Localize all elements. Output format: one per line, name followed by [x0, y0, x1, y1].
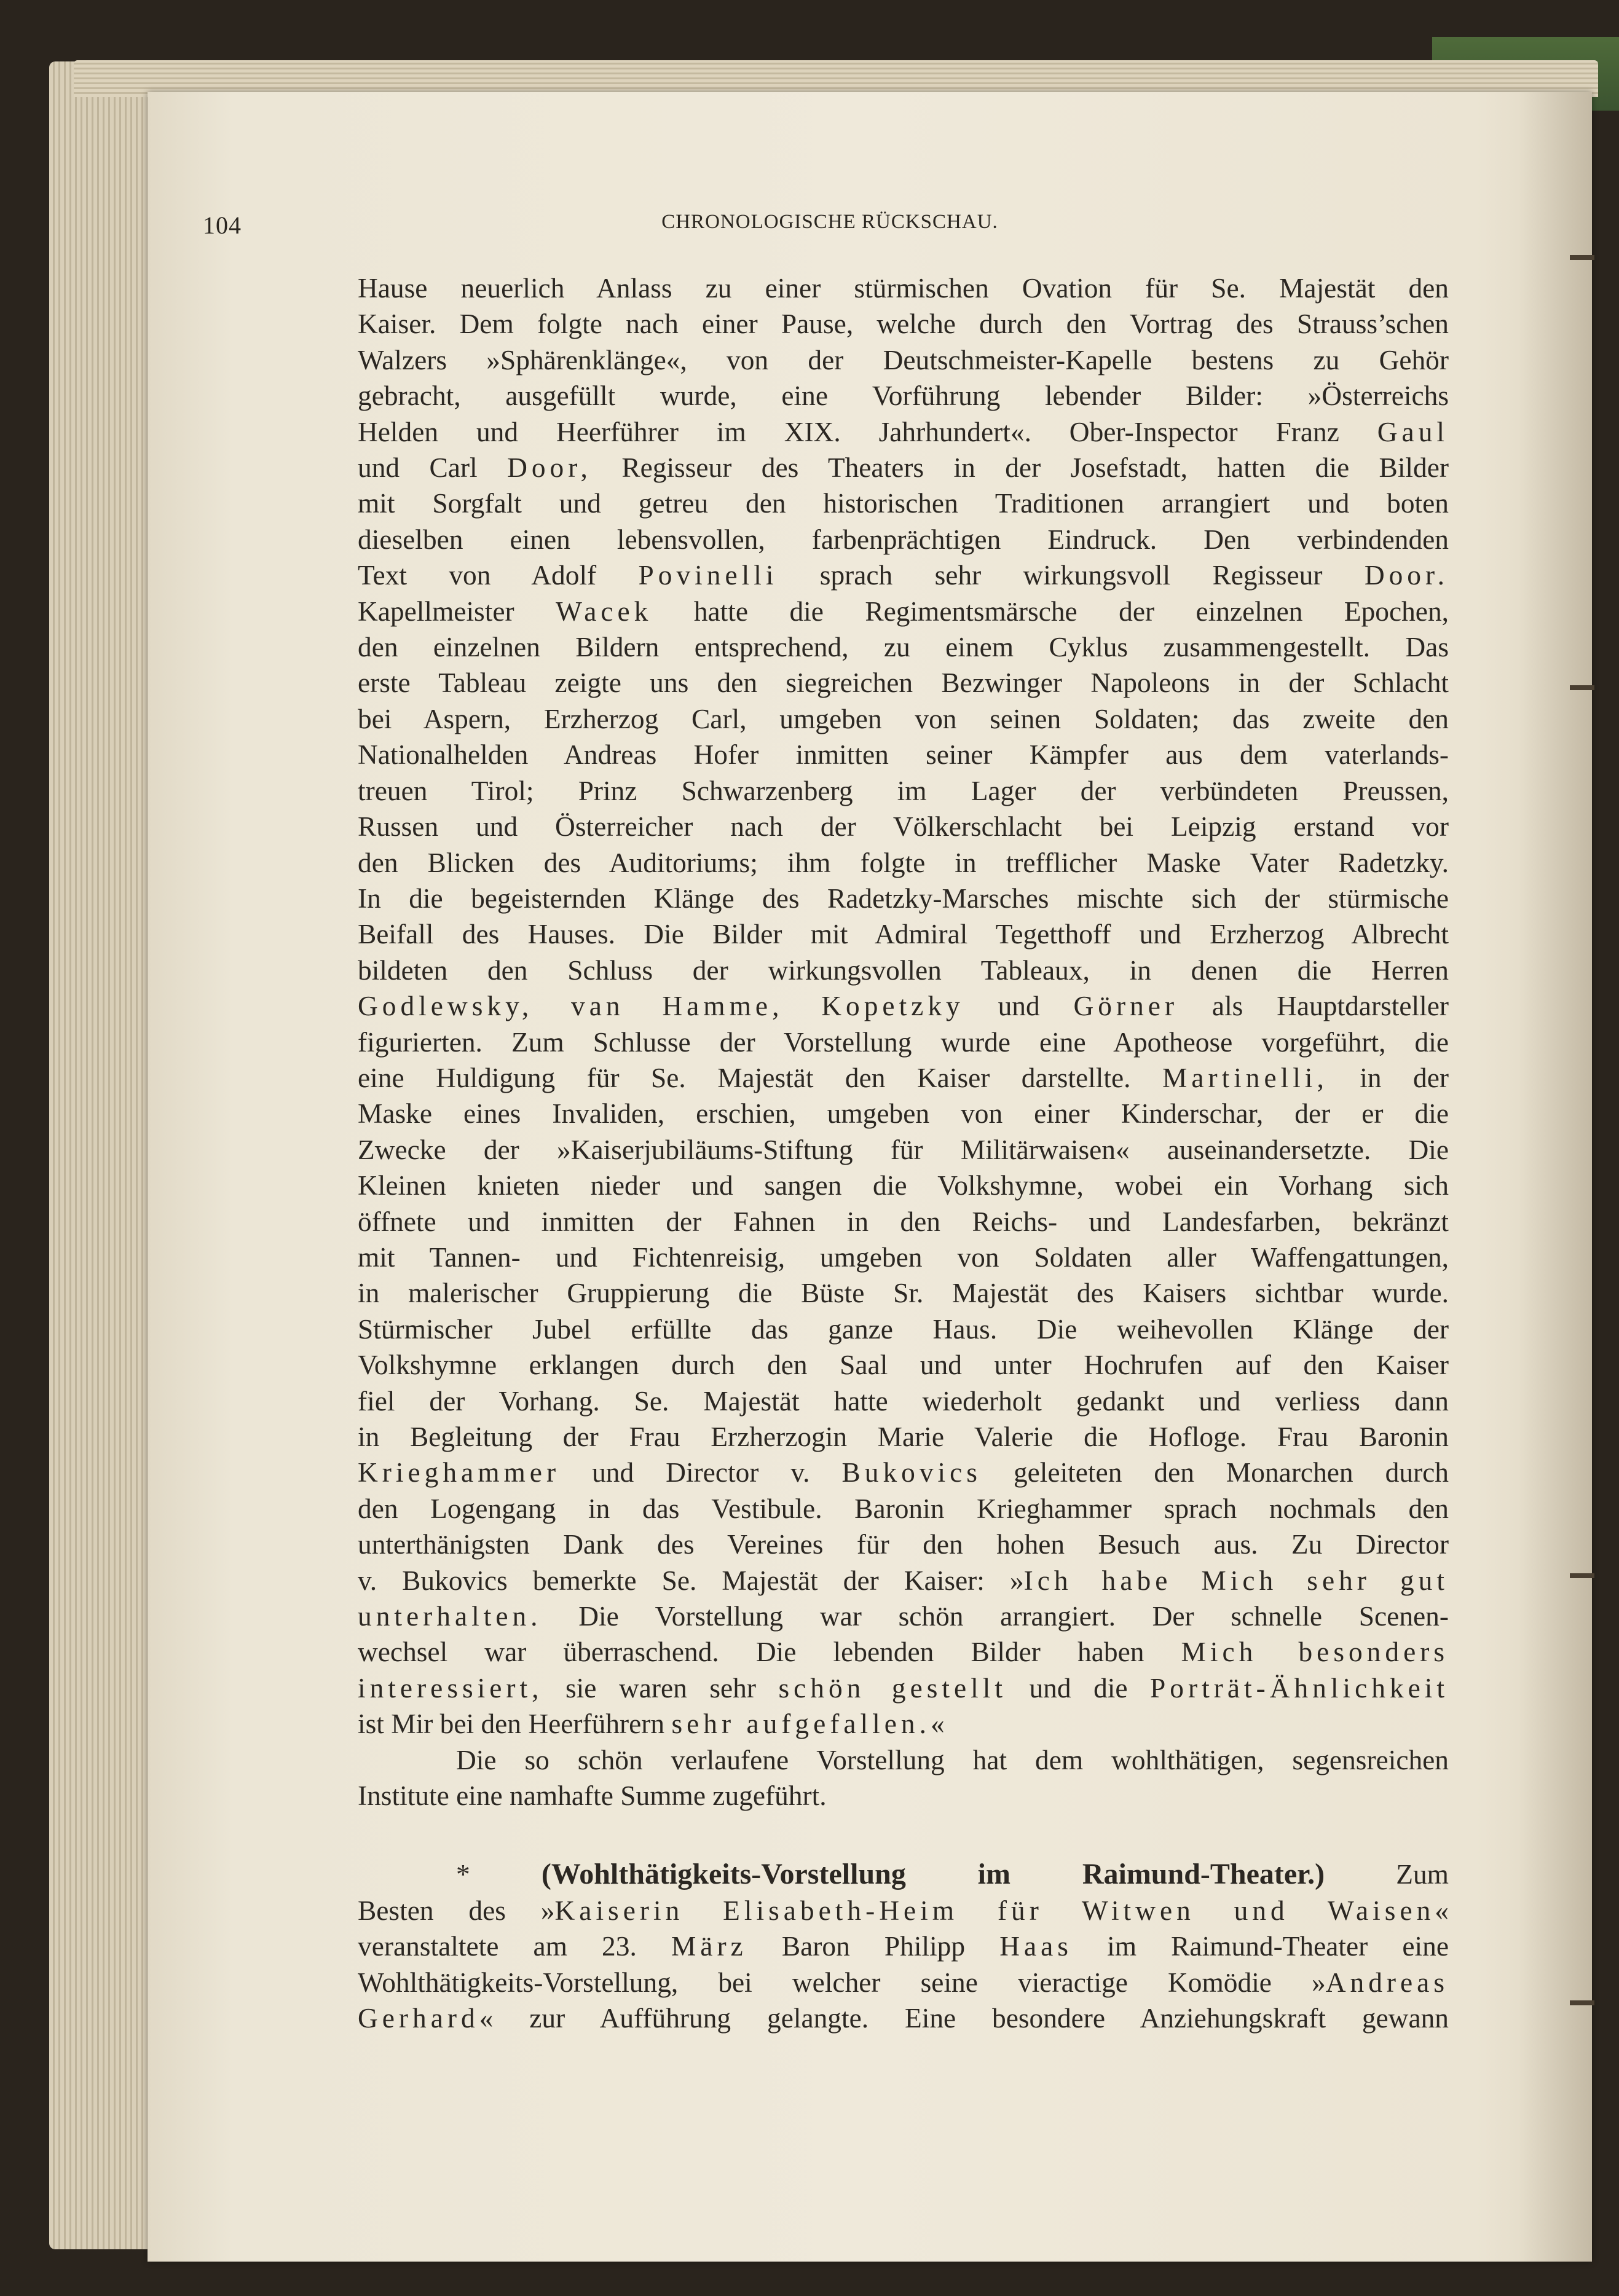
text-run: in der	[1360, 1062, 1449, 1093]
section-heading: (Wohlthätigkeits-Vorstellung im Raimund-Theater.)	[541, 1858, 1325, 1891]
text-run: «	[930, 1708, 945, 1740]
spaced-quote: unterhalten.	[358, 1601, 542, 1632]
text-line: in malerischer Gruppierung die Büste Sr. Majestät des Kaisers sichtbar wurde.	[358, 1278, 1449, 1309]
text-line: Die so schön verlaufene Vorstellung hat dem wohlthätigen, segensreichen	[456, 1744, 1449, 1775]
text-run: Regisseur des Theaters in der Josefstadt, hatten die Bilder	[621, 452, 1449, 484]
text-run: Text von Adolf	[358, 560, 597, 591]
spaced-name: Gaul	[1377, 416, 1449, 447]
text-run: Zum	[1396, 1859, 1449, 1890]
text-line: figurierten. Zum Schlusse der Vorstellung wurde eine Apotheose vorgeführt, die	[358, 1026, 1449, 1058]
text-line	[358, 988, 1449, 1024]
spaced-name: Bukovics	[841, 1457, 982, 1488]
text-run: Helden und Heerführer im XIX. Jahrhundert«. Ober-Inspector Franz	[358, 416, 1339, 447]
page-header	[203, 211, 1457, 248]
text-line: Zwecke der »Kaiserjubiläums-Stiftung für Militärwaisen« auseinandersetzte. Die	[358, 1134, 1449, 1165]
binding-thread-mark	[1570, 255, 1594, 260]
text-line	[358, 1634, 1449, 1670]
text-line	[358, 450, 1449, 486]
text-run: im Raimund-Theater eine	[1107, 1931, 1449, 1962]
text-line: in Begleitung der Frau Erzherzogin Marie Valerie die Hofloge. Frau Baronin	[358, 1421, 1449, 1452]
text-line	[358, 1563, 1449, 1598]
section-heading-line	[358, 1857, 1449, 1892]
text-run: sie waren sehr	[565, 1672, 756, 1704]
spaced-name: März	[671, 1931, 747, 1962]
spaced-name: Gerhard	[358, 2003, 479, 2034]
text-line: Russen und Österreicher nach der Völkerschlacht bei Leipzig erstand vor	[358, 811, 1449, 843]
text-run: und die	[1029, 1672, 1128, 1704]
text-line	[358, 1893, 1449, 1928]
spaced-name: Godlewsky, van Hamme, Kopetzky	[358, 991, 964, 1022]
page-top-edge	[74, 60, 1598, 97]
text-line	[358, 1598, 1449, 1634]
running-title: CHRONOLOGISCHE RÜCKSCHAU.	[661, 211, 998, 233]
text-line	[358, 1670, 1449, 1706]
text-line: unterthänigsten Dank des Vereines für den hohen Besuch aus. Zu Director	[358, 1529, 1449, 1560]
spaced-quote: Mich besonders	[1181, 1637, 1449, 1668]
text-line	[358, 2000, 1449, 2036]
text-line: Volkshymne erklangen durch den Saal und unter Hochrufen auf den Kaiser	[358, 1350, 1449, 1381]
text-run: veranstaltete am 23.	[358, 1931, 637, 1962]
spaced-name: Wacek	[556, 596, 653, 627]
text-line: Maske eines Invaliden, erschien, umgeben von einer Kinderschar, der er die	[358, 1098, 1449, 1130]
spaced-quote: Porträt-Ähnlichkeit	[1150, 1672, 1449, 1704]
text-run: Wohlthätigkeits-Vorstellung, bei welcher seine vieractige Komödie »	[358, 1967, 1326, 1998]
text-run: Die Vorstellung war schön arrangiert. Der schnelle Scenen-	[578, 1601, 1449, 1632]
spaced-name: Kaiserin Elisabeth-Heim für Witwen und Waisen	[554, 1895, 1435, 1926]
spaced-name: Door.	[1364, 560, 1449, 591]
text-line: mit Tannen- und Fichtenreisig, umgeben von Soldaten aller Waffengattungen,	[358, 1241, 1449, 1273]
text-line: Hause neuerlich Anlass zu einer stürmischen Ovation für Se. Majestät den	[358, 273, 1449, 304]
text-line: Institute eine namhafte Summe zugeführt.	[358, 1780, 827, 1812]
text-run: «	[1435, 1895, 1449, 1926]
text-run: Besten des »	[358, 1895, 555, 1926]
text-line: Walzers »Sphärenklänge«, von der Deutschmeister-Kapelle bestens zu Gehör	[358, 344, 1449, 375]
text-line	[358, 594, 1449, 629]
text-line: erste Tableau zeigte uns den siegreichen Bezwinger Napoleons in der Schlacht	[358, 667, 1449, 699]
text-run: Kapellmeister	[358, 596, 514, 627]
spaced-name: Martinelli,	[1162, 1062, 1328, 1093]
text-line	[358, 1928, 1449, 1964]
text-line: den Logengang in das Vestibule. Baronin Krieghammer sprach nochmals den	[358, 1493, 1449, 1524]
text-run: und Director v.	[592, 1457, 810, 1488]
text-run: wechsel war überraschend. Die lebenden Bilder haben	[358, 1637, 1144, 1668]
spaced-quote: schön gestellt	[778, 1672, 1007, 1704]
text-line	[358, 1060, 1449, 1096]
spaced-quote: interessiert,	[358, 1672, 543, 1704]
text-line: öffnete und inmitten der Fahnen in den Reichs- und Landesfarben, bekränzt	[358, 1206, 1449, 1237]
binding-thread-mark	[1570, 1573, 1594, 1578]
text-run: geleiteten den Monarchen durch	[1013, 1457, 1449, 1488]
text-line: dieselben einen lebensvollen, farbenprächtigen Eindruck. Den verbindenden	[358, 524, 1449, 555]
text-line: Stürmischer Jubel erfüllte das ganze Haus. Die weihevollen Klänge der	[358, 1313, 1449, 1345]
spaced-quote: Ich habe Mich sehr gut	[1023, 1565, 1449, 1596]
text-run: « zur Aufführung gelangte. Eine besondere Anziehungskraft gewann	[479, 2003, 1449, 2034]
text-line	[358, 1455, 1449, 1490]
text-line	[358, 557, 1449, 593]
text-line: treuen Tirol; Prinz Schwarzenberg im Lager der verbündeten Preussen,	[358, 775, 1449, 806]
spaced-name: Povinelli	[638, 560, 778, 591]
text-line: Kleinen knieten nieder und sangen die Volkshymne, wobei ein Vorhang sich	[358, 1170, 1449, 1201]
asterisk: *	[456, 1859, 470, 1890]
text-line: Kaiser. Dem folgte nach einer Pause, welche durch den Vortrag des Strauss’schen	[358, 309, 1449, 340]
spaced-name: Krieghammer	[358, 1457, 561, 1488]
text-line: den Blicken des Auditoriums; ihm folgte in trefflicher Maske Vater Radetzky.	[358, 847, 1449, 878]
binding-thread-mark	[1570, 685, 1594, 690]
spaced-name: Door,	[507, 452, 592, 484]
text-line: gebracht, ausgefüllt wurde, eine Vorführung lebender Bilder: »Österreichs	[358, 380, 1449, 412]
text-run: hatte die Regimentsmärsche der einzelnen Epochen,	[693, 596, 1449, 627]
text-run: und	[998, 991, 1040, 1022]
text-line: bildeten den Schluss der wirkungsvollen Tableaux, in denen die Herren	[358, 954, 1449, 986]
text-line: mit Sorgfalt und getreu den historischen Traditionen arrangiert und boten	[358, 488, 1449, 519]
text-line: Beifall des Hauses. Die Bilder mit Admiral Tegetthoff und Erzherzog Albrecht	[358, 919, 1449, 950]
text-line: fiel der Vorhang. Se. Majestät hatte wiederholt gedankt und verliess dann	[358, 1385, 1449, 1417]
text-line: bei Aspern, Erzherzog Carl, umgeben von seinen Soldaten; das zweite den	[358, 703, 1449, 734]
text-run: ist Mir bei den Heerführern	[358, 1708, 665, 1740]
text-line: In die begeisternden Klänge des Radetzky-Marsches mischte sich der stürmische	[358, 883, 1449, 914]
page-number: 104	[203, 211, 242, 239]
text-run: sprach sehr wirkungsvoll Regisseur	[819, 560, 1323, 591]
page-gutter	[1518, 92, 1592, 2262]
page-body	[358, 270, 1449, 2037]
text-line: Nationalhelden Andreas Hofer inmitten seiner Kämpfer aus dem vaterlands-	[358, 739, 1449, 771]
spaced-name: Andreas	[1325, 1967, 1449, 1998]
text-line	[358, 1706, 1449, 1742]
spaced-name: Haas	[999, 1931, 1073, 1962]
text-run: und Carl	[358, 452, 478, 484]
text-run: Baron Philipp	[781, 1931, 966, 1962]
binding-thread-mark	[1570, 2000, 1594, 2005]
text-line	[358, 1965, 1449, 2000]
text-run: v. Bukovics bemerkte Se. Majestät der Kaiser: »	[358, 1565, 1024, 1596]
text-run: als Hauptdarsteller	[1211, 991, 1449, 1022]
spaced-quote: sehr aufgefallen.	[671, 1708, 931, 1740]
text-line: den einzelnen Bildern entsprechend, zu einem Cyklus zusammengestellt. Das	[358, 632, 1449, 663]
text-line	[358, 414, 1449, 450]
spaced-name: Görner	[1073, 991, 1179, 1022]
paragraph-gap	[358, 1814, 1449, 1857]
text-run: eine Huldigung für Se. Majestät den Kaiser darstellte.	[358, 1062, 1131, 1093]
